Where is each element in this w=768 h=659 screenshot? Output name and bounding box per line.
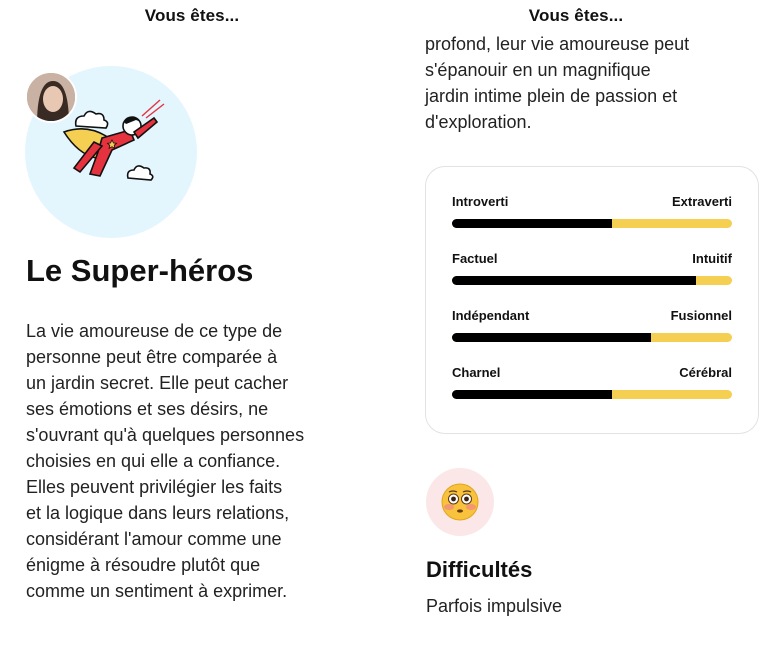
trait-row bbox=[452, 251, 732, 287]
description-line: s'ouvrant qu'à quelques personnes bbox=[26, 425, 305, 445]
traits-card bbox=[425, 166, 759, 434]
trait-row bbox=[452, 194, 732, 230]
trait-right-label: Fusionnel bbox=[670, 308, 732, 323]
difficulty-emoji-badge bbox=[426, 468, 494, 536]
description-line: d'exploration. bbox=[425, 112, 532, 132]
trait-bar bbox=[452, 219, 732, 228]
traits-panel bbox=[384, 0, 768, 659]
trait-bar-fill bbox=[452, 333, 651, 342]
difficulties-title: Difficultés bbox=[426, 557, 533, 582]
trait-left-label: Factuel bbox=[452, 251, 498, 266]
description-line: énigme à résoudre plutôt que bbox=[26, 555, 261, 575]
description-line: comme un sentiment à exprimer. bbox=[26, 581, 288, 601]
trait-bar bbox=[452, 333, 732, 342]
flushed-face-icon bbox=[440, 482, 480, 522]
persona-description bbox=[26, 318, 356, 604]
description-line: ses émotions et ses désirs, ne bbox=[26, 399, 269, 419]
trait-bar-fill bbox=[452, 276, 696, 285]
trait-left-label: Indépendant bbox=[452, 308, 530, 323]
trait-row bbox=[452, 308, 732, 344]
panel-header: Vous êtes... bbox=[144, 6, 240, 25]
description-line: et la logique dans leurs relations, bbox=[26, 503, 290, 523]
trait-bar-fill bbox=[452, 390, 612, 399]
trait-right-label: Cérébral bbox=[679, 365, 732, 380]
description-line: s'épanouir en un magnifique bbox=[425, 60, 651, 80]
trait-bar-fill bbox=[452, 219, 612, 228]
description-line: profond, leur vie amoureuse peut bbox=[425, 34, 690, 54]
description-line: un jardin secret. Elle peut cacher bbox=[26, 373, 289, 393]
difficulties-text: Parfois impulsive bbox=[426, 596, 563, 616]
description-line: Elles peuvent privilégier les faits bbox=[26, 477, 283, 497]
trait-row bbox=[452, 365, 732, 401]
description-line: considérant l'amour comme une bbox=[26, 529, 282, 549]
panel-header: Vous êtes... bbox=[384, 0, 768, 30]
description-line: jardin intime plein de passion et bbox=[425, 86, 678, 106]
trait-right-label: Intuitif bbox=[692, 251, 732, 266]
trait-left-label: Introverti bbox=[452, 194, 509, 209]
avatar bbox=[25, 71, 77, 123]
description-line: choisies en qui elle a confiance. bbox=[26, 451, 281, 471]
persona-title: Le Super-héros bbox=[26, 253, 254, 288]
trait-bar bbox=[452, 390, 732, 399]
trait-left-label: Charnel bbox=[452, 365, 501, 380]
trait-bar bbox=[452, 276, 732, 285]
trait-right-label: Extraverti bbox=[672, 194, 732, 209]
description-line: personne peut être comparée à bbox=[26, 347, 278, 367]
continued-description bbox=[425, 31, 745, 135]
description-line: La vie amoureuse de ce type de bbox=[26, 321, 283, 341]
